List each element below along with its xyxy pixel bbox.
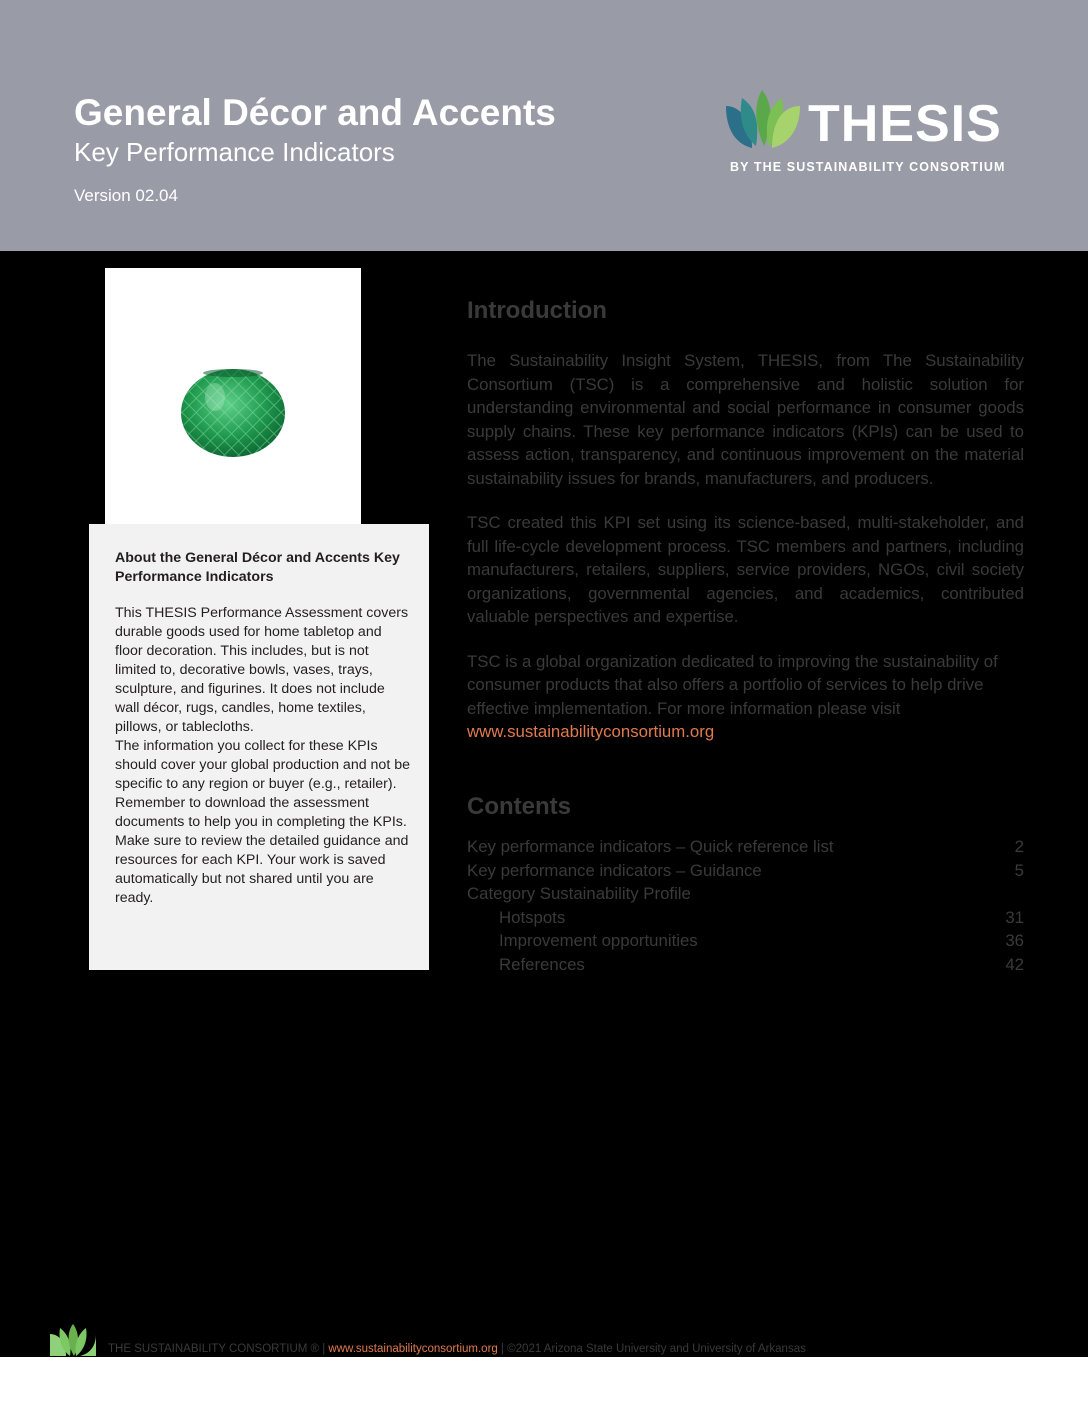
- document-version: Version 02.04: [74, 186, 178, 205]
- toc-label: Category Sustainability Profile: [467, 884, 691, 903]
- toc-entry[interactable]: [467, 835, 1024, 859]
- header-band: [0, 0, 1088, 251]
- toc-page-number: 2: [1014, 837, 1024, 856]
- toc-entry[interactable]: [467, 953, 1024, 977]
- table-of-contents: [467, 835, 1024, 976]
- toc-page-number: 5: [1014, 860, 1024, 880]
- logo-tagline: BY THE SUSTAINABILITY CONSORTIUM: [730, 160, 1006, 174]
- about-panel: [89, 524, 429, 970]
- intro-paragraph: The Sustainability Insight System, THESIS, from The Sustainability Consortium (TSC) is a comprehensive and holistic solution for understanding environmental and social performance in consumer goods supply chains. These key performance indicators (KPIs) can be used to assess action, transparency, and continuous improvement on the material sustainability issues for brands, manufacturers, and producers.: [467, 351, 1024, 488]
- document-title: General Décor and Accents: [74, 92, 556, 133]
- green-glass-vase-icon: [175, 363, 291, 459]
- logo-wordmark: THESIS: [808, 95, 1002, 153]
- toc-entry[interactable]: [467, 929, 1024, 953]
- footer-link[interactable]: www.sustainabilityconsortium.org: [328, 1343, 498, 1355]
- about-title: About the General Décor and Accents Key Performance Indicators: [115, 550, 400, 585]
- toc-entry[interactable]: [467, 859, 1024, 883]
- introduction-heading: Introduction: [467, 297, 607, 324]
- footer-text: [108, 1342, 806, 1356]
- toc-label: Key performance indicators – Guidance: [467, 860, 762, 880]
- footer-band: [0, 1357, 1088, 1408]
- toc-label: Improvement opportunities: [499, 931, 698, 950]
- toc-label: Key performance indicators – Quick reference list: [467, 837, 834, 856]
- toc-label: References: [499, 954, 585, 974]
- intro-paragraph: [467, 650, 1024, 744]
- contents-heading: Contents: [467, 793, 571, 820]
- intro-closing-text: TSC is a global organization dedicated to improving the sustainability of consumer products that also offers a portfolio of services to help drive effective implementation. For more information please visit: [467, 651, 998, 718]
- toc-page-number: 31: [1005, 907, 1024, 927]
- toc-entry[interactable]: [467, 882, 1024, 906]
- consortium-link[interactable]: www.sustainabilityconsortium.org: [467, 722, 715, 741]
- toc-page-number: 36: [1005, 931, 1024, 950]
- about-paragraph: The information you collect for these KPIs should cover your global production and not be specific to any region or buyer (e.g., retailer).: [115, 738, 410, 792]
- toc-entry[interactable]: [467, 906, 1024, 930]
- intro-paragraph: TSC created this KPI set using its science-based, multi-stakeholder, and full life-cycle development process. TSC members and partners, including manufacturers, retailers, suppliers, service providers, NGOs, civil society organizations, governmental agencies, and academics, contributed valuable perspectives and expertise.: [467, 513, 1024, 626]
- footer-org: THE SUSTAINABILITY CONSORTIUM ® |: [108, 1343, 329, 1355]
- leaf-icon: [48, 1324, 98, 1356]
- lotus-leaf-icon: [722, 90, 802, 152]
- toc-page-number: 42: [1005, 954, 1024, 974]
- toc-label: Hotspots: [499, 907, 566, 927]
- product-image: [105, 268, 361, 524]
- about-body: [115, 604, 411, 908]
- introduction-text: [467, 349, 1024, 765]
- footer-copyright: | ©2021 Arizona State University and University of Arkansas: [497, 1343, 806, 1355]
- about-paragraph: This THESIS Performance Assessment covers durable goods used for home tabletop and floor decoration. This includes, but is not limited to, decorative bowls, vases, trays, sculpture, and figurines. It does not include wall décor, rugs, candles, home textiles, pillows, or tablecloths.: [115, 605, 409, 735]
- document-subtitle: Key Performance Indicators: [74, 137, 395, 167]
- thesis-logo: [722, 90, 1022, 180]
- about-paragraph: Remember to download the assessment documents to help you in completing the KPIs. Make sure to review the detailed guidance and resources for each KPI. Your work is saved automatically but not shared until you are ready.: [115, 795, 409, 906]
